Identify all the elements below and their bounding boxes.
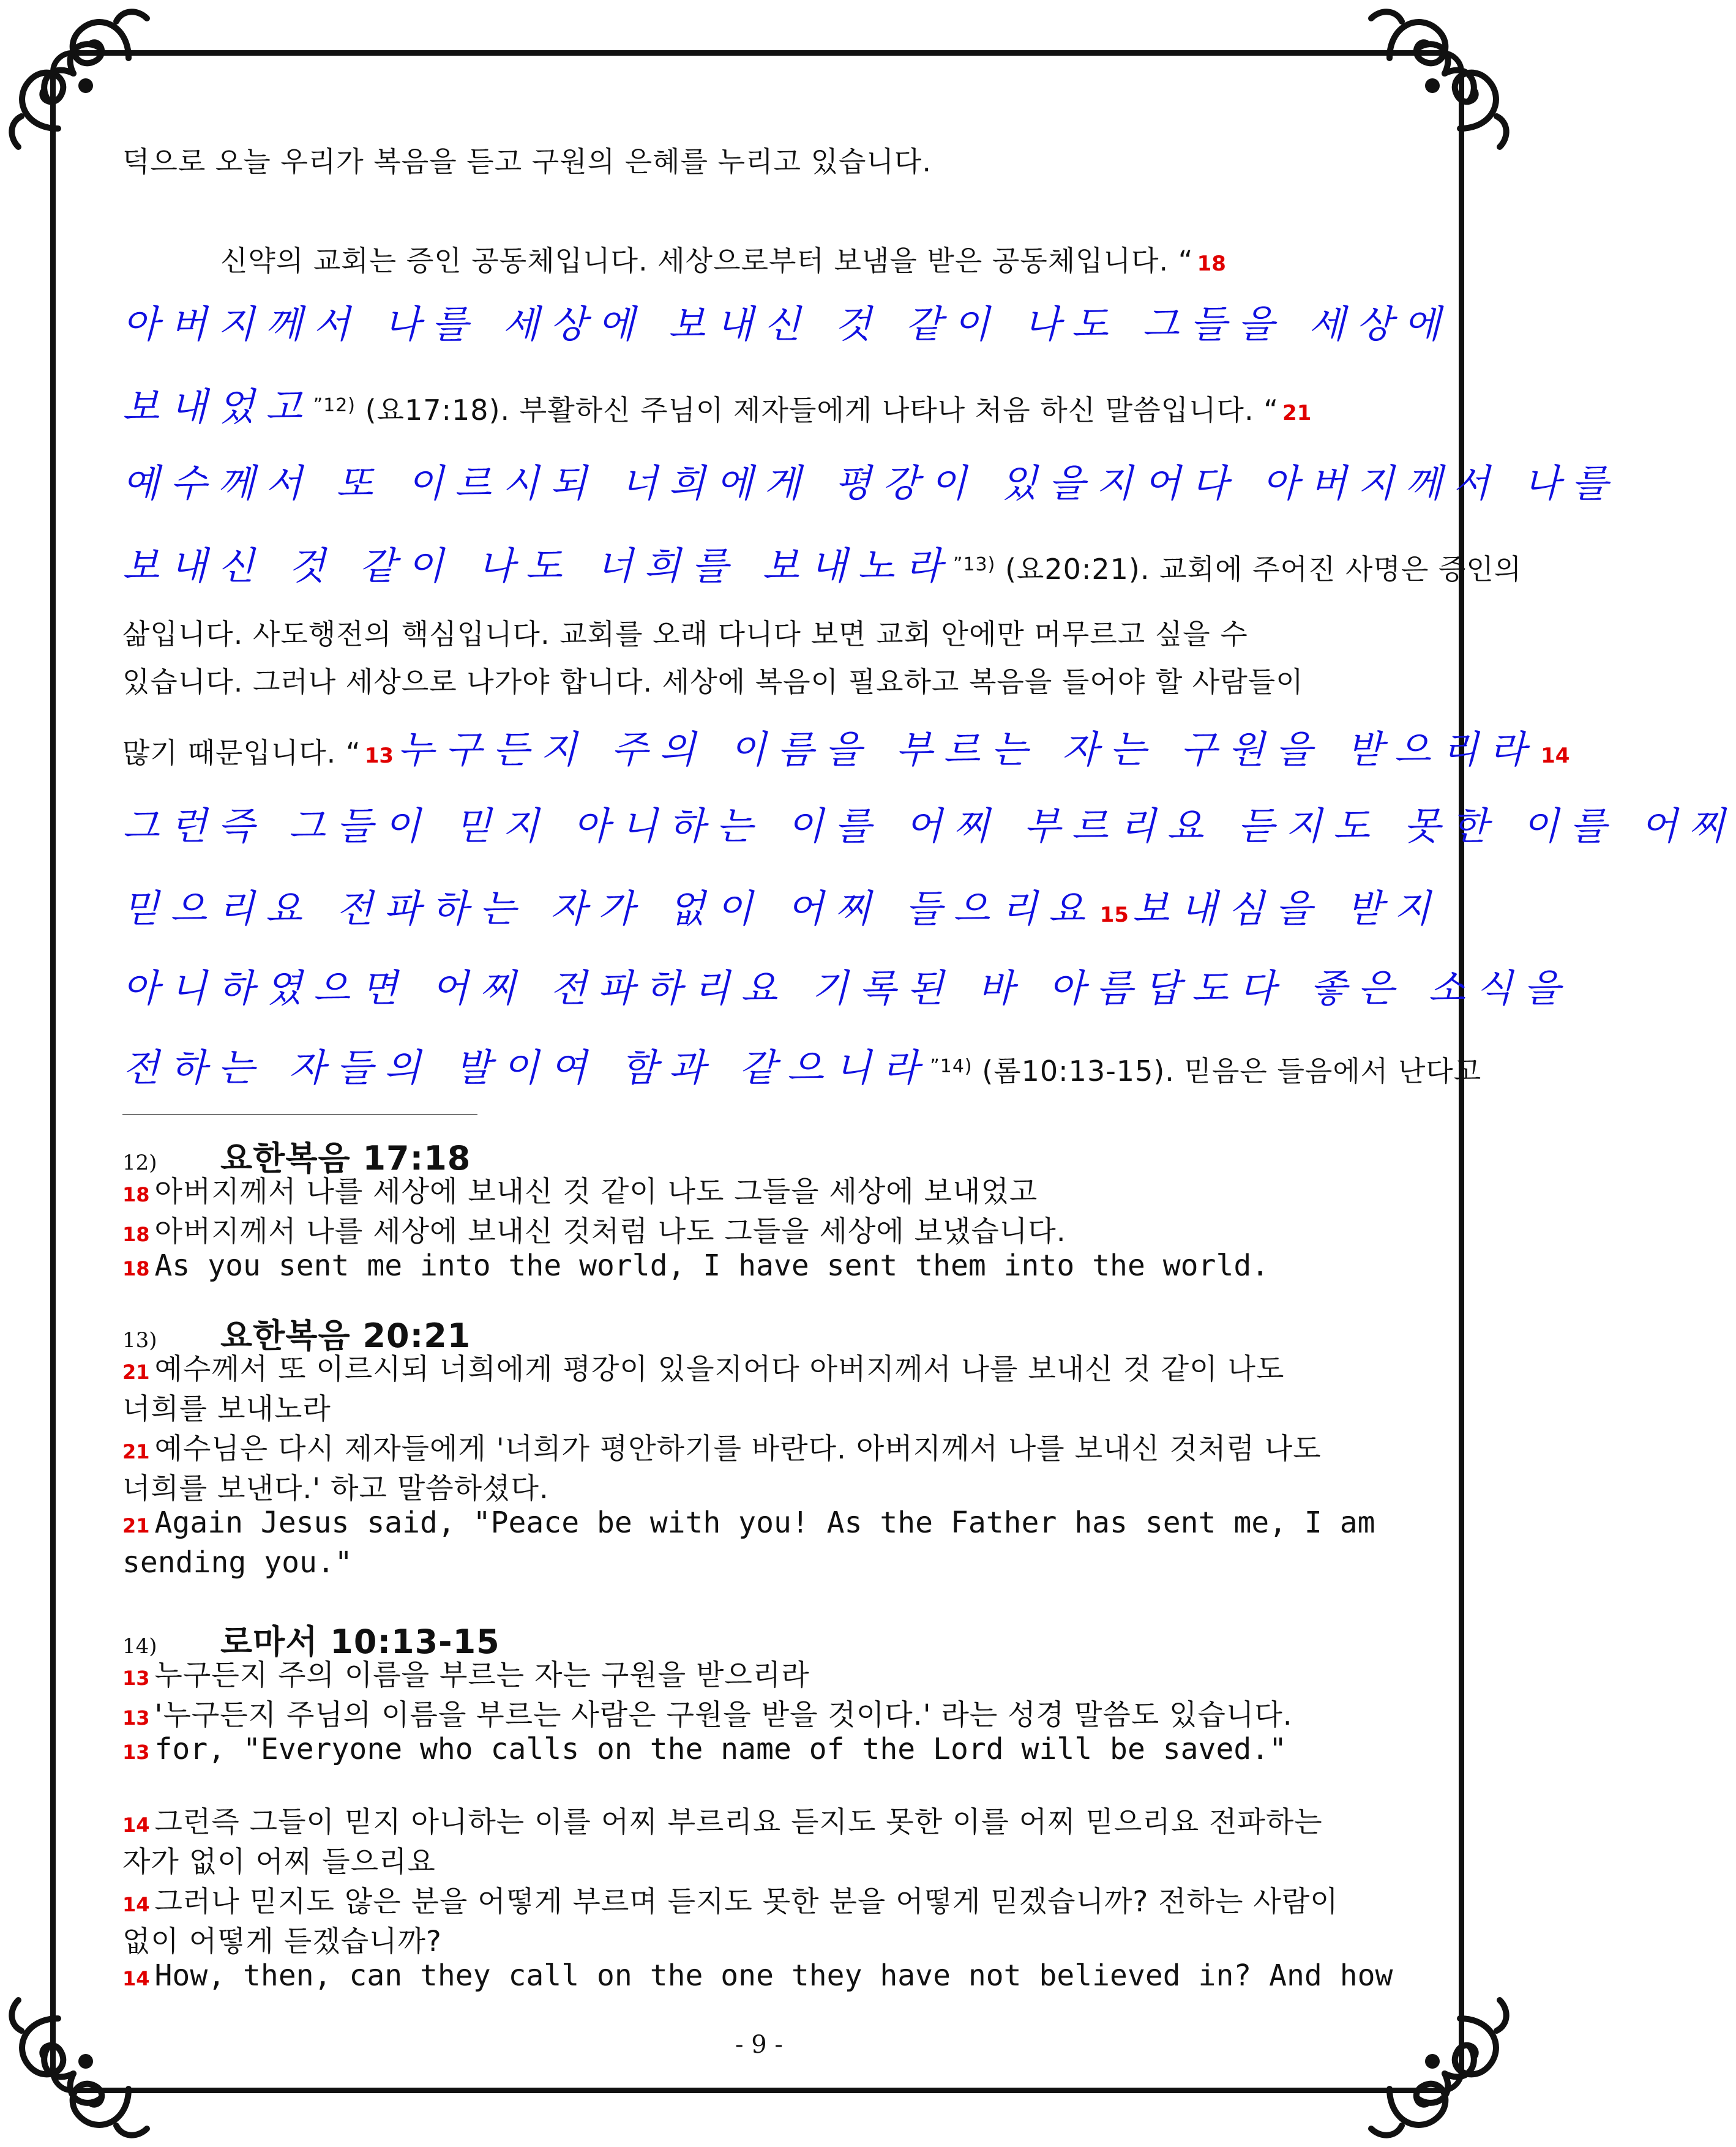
corner-ornament-icon <box>0 1994 153 2147</box>
footnote-text: 그러나 믿지도 않은 분을 어떻게 부르며 듣지도 못한 분을 어떻게 믿겠습니까? 전하는 사람이 <box>154 1885 1339 1919</box>
footnote-line <box>122 1426 1322 1467</box>
verse-number: 13 <box>122 1667 150 1690</box>
body-text-span: (요20:21). 교회에 주어진 사명은 증인의 <box>995 553 1522 586</box>
quote-line: 아버지께서 나를 세상에 보내신 것 같이 나도 그들을 세상에 <box>122 302 1452 346</box>
footnote-text: 그런즉 그들이 믿지 아니하는 이를 어찌 부르리요 듣지도 못한 이를 어찌 믿으리요 전파하는 <box>154 1805 1323 1839</box>
footnote-text: 너희를 보내노라 <box>122 1392 331 1426</box>
footnote-line <box>122 1466 549 1507</box>
footnote-number: 13) <box>122 1328 157 1353</box>
body-line <box>122 1037 1481 1092</box>
body-text-span: (요17:18). 부활하신 주님이 제자들에게 나타나 처음 하신 말씀입니다. “ <box>356 394 1279 427</box>
body-line <box>122 239 1230 279</box>
body-line <box>122 536 1522 590</box>
footnote-text: 아버지께서 나를 세상에 보내신 것처럼 나도 그들을 세상에 보냈습니다. <box>154 1215 1066 1249</box>
verse-number: 21 <box>122 1514 150 1537</box>
footnote-text: How, then, can they call on the one they have not believed in? And how <box>154 1958 1393 1993</box>
verse-number: 14 <box>122 1893 150 1916</box>
footnote-line <box>122 1506 1375 1540</box>
quote-text: 보내신 것 같이 나도 너희를 보내노라 <box>122 543 953 588</box>
footnote-title: 로마서 10:13-15 <box>220 1622 500 1661</box>
verse-number: 21 <box>1282 401 1312 425</box>
quote-text: 누구든지 주의 이름을 부르는 자는 구원을 받으리라 <box>397 727 1538 772</box>
verse-number: 18 <box>122 1183 150 1206</box>
verse-number: 15 <box>1099 903 1129 927</box>
footnote-text: 너희를 보낸다.' 하고 말씀하셨다. <box>122 1472 549 1506</box>
verse-number: 21 <box>122 1361 150 1384</box>
body-line <box>122 376 1315 431</box>
body-text-span: 많기 때문입니다. “ <box>122 736 361 769</box>
footnote-number: 12) <box>122 1151 157 1175</box>
footnote-text: 누구든지 주의 이름을 부르는 자는 구원을 받으리라 <box>154 1659 810 1692</box>
body-text-span: 신약의 교회는 증인 공동체입니다. 세상으로부터 보냄을 받은 공동체입니다. “ <box>220 244 1194 277</box>
footnote-line <box>122 1732 1287 1766</box>
footnote-line <box>122 1692 1293 1733</box>
footnote-line <box>122 1839 436 1880</box>
page-number: - 9 - <box>735 2031 783 2059</box>
quote-text: 보내었고 <box>122 384 313 429</box>
body-line: 있습니다. 그러나 세상으로 나가야 합니다. 세상에 복음이 필요하고 복음을 들어야 할 사람들이 <box>122 665 1304 698</box>
body-text-span: (롬10:13-15). 믿음은 들음에서 난다고 <box>972 1055 1482 1088</box>
footnote-divider <box>122 1114 477 1115</box>
footnote-line <box>122 1249 1269 1283</box>
footnote-title: 요한복음 17:18 <box>220 1139 471 1178</box>
footnote-text: 예수께서 또 이르시되 너희에게 평강이 있을지어다 아버지께서 나를 보내신 것 같이 나도 <box>154 1353 1285 1386</box>
verse-number: 18 <box>1197 252 1226 276</box>
footnote-text: '누구든지 주님의 이름을 부르는 사람은 구원을 받을 것이다.' 라는 성경 말씀도 있습니다. <box>154 1698 1293 1732</box>
quote-line <box>122 878 1442 933</box>
quote-text: 전하는 자들의 발이여 함과 같으니라 <box>122 1045 930 1090</box>
footnote-ref[interactable]: ”14) <box>930 1056 973 1077</box>
verse-number: 13 <box>122 1741 150 1764</box>
body-line <box>122 719 1573 774</box>
footnote-line <box>122 1169 1038 1210</box>
verse-number: 21 <box>122 1440 150 1463</box>
corner-ornament-icon <box>1365 1994 1518 2147</box>
footnote-text: As you sent me into the world, I have sent them into the world. <box>154 1249 1270 1283</box>
verse-number: 14 <box>1541 744 1570 768</box>
footnote-line <box>122 1919 442 1960</box>
corner-ornament-icon <box>1365 0 1518 153</box>
footnote-text: for, "Everyone who calls on the name of the Lord will be saved." <box>154 1732 1287 1766</box>
quote-line: 예수께서 또 이르시되 너희에게 평강이 있을지어다 아버지께서 나를 <box>122 461 1619 506</box>
footnote-text: 자가 없이 어찌 들으리요 <box>122 1845 436 1879</box>
footnote-line <box>122 1799 1323 1840</box>
verse-number: 18 <box>122 1257 150 1280</box>
footnote-text: sending you." <box>122 1545 353 1580</box>
footnote-ref[interactable]: ”13) <box>952 554 996 575</box>
quote-line: 아니하였으면 어찌 전파하리요 기록된 바 아름답도다 좋은 소식을 <box>122 966 1572 1010</box>
footnote-line <box>122 1545 353 1580</box>
footnote-title: 요한복음 20:21 <box>220 1316 471 1355</box>
verse-number: 13 <box>364 744 394 768</box>
footnote-line <box>122 1386 331 1427</box>
verse-number: 13 <box>122 1706 150 1730</box>
footnote-number: 14) <box>122 1634 157 1659</box>
footnote-text: Again Jesus said, "Peace be with you! As the Father has sent me, I am <box>154 1506 1375 1540</box>
footnote-line <box>122 1346 1284 1387</box>
footnote-line <box>122 1209 1066 1250</box>
quote-text: 믿으리요 전파하는 자가 없이 어찌 들으리요 <box>122 886 1096 931</box>
corner-ornament-icon <box>0 0 153 153</box>
body-line: 삶입니다. 사도행전의 핵심입니다. 교회를 오래 다니다 보면 교회 안에만 머무르고 싶을 수 <box>122 618 1248 651</box>
footnote-text: 아버지께서 나를 세상에 보내신 것 같이 나도 그들을 세상에 보내었고 <box>154 1175 1038 1209</box>
footnote-ref[interactable]: ”12) <box>313 395 356 416</box>
quote-line: 그런즉 그들이 믿지 아니하는 이를 어찌 부르리요 듣지도 못한 이를 어찌 <box>122 804 1736 848</box>
verse-number: 14 <box>122 1813 150 1837</box>
verse-number: 14 <box>122 1967 150 1990</box>
footnote-text: 없이 어떻게 듣겠습니까? <box>122 1925 442 1958</box>
quote-text: 보내심을 받지 <box>1132 886 1442 931</box>
footnote-text: 예수님은 다시 제자들에게 '너희가 평안하기를 바란다. 아버지께서 나를 보내신 것처럼 나도 <box>154 1432 1322 1466</box>
footnote-line <box>122 1879 1339 1920</box>
verse-number: 18 <box>122 1223 150 1246</box>
footnote-line <box>122 1958 1393 1993</box>
footnote-line <box>122 1652 810 1693</box>
body-line: 덕으로 오늘 우리가 복음을 듣고 구원의 은혜를 누리고 있습니다. <box>122 145 932 178</box>
